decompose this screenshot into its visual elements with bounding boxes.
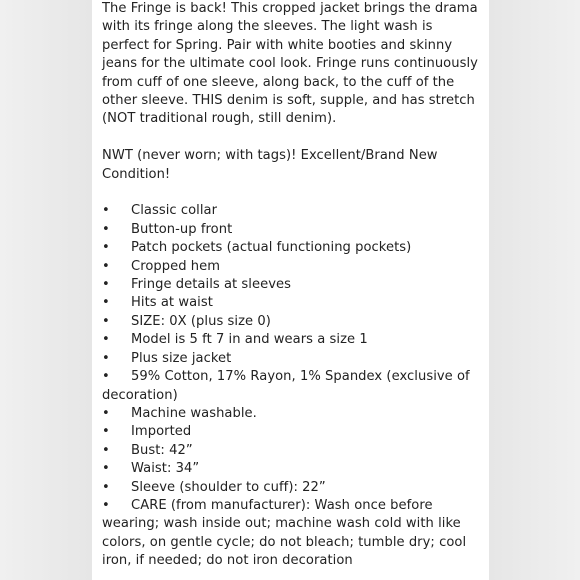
- list-item: [102, 479, 481, 497]
- list-item-text: Imported: [131, 424, 192, 440]
- list-item: [102, 202, 481, 220]
- left-margin-background: [0, 0, 92, 580]
- bullet-icon: •: [102, 461, 110, 477]
- list-item: [102, 423, 481, 441]
- list-item: [102, 258, 481, 276]
- bullet-icon: •: [102, 405, 110, 421]
- list-item-text: Button-up front: [131, 221, 233, 237]
- bullet-icon: •: [102, 369, 110, 385]
- bullet-icon: •: [102, 497, 110, 513]
- list-item: [102, 460, 481, 478]
- bullet-icon: •: [102, 350, 110, 366]
- list-item: [102, 368, 481, 405]
- list-item-text: CARE (from manufacturer): Wash once before wearing; wash inside out; machine wash cold with like colors, on gentle cycle; do not bleach; tumble dry; cool iron, if needed; do not iron decoration: [102, 497, 467, 569]
- bullet-icon: •: [102, 479, 110, 495]
- bullet-icon: •: [102, 442, 110, 458]
- paragraph-gap: [102, 184, 481, 202]
- list-item-text: 59% Cotton, 17% Rayon, 1% Spandex (exclusive of decoration): [102, 369, 470, 403]
- list-item-text: Fringe details at sleeves: [131, 277, 291, 293]
- list-item-text: Cropped hem: [131, 258, 221, 274]
- list-item: [102, 350, 481, 368]
- feature-list: [102, 202, 481, 570]
- list-item-text: SIZE: 0X (plus size 0): [131, 313, 271, 329]
- list-item: [102, 239, 481, 257]
- list-item-text: Classic collar: [131, 203, 218, 219]
- list-item: [102, 442, 481, 460]
- bullet-icon: •: [102, 258, 110, 274]
- list-item-text: Hits at waist: [131, 295, 213, 311]
- list-item-text: Machine washable.: [131, 405, 257, 421]
- paragraph-gap: [102, 129, 481, 147]
- list-item-text: Model is 5 ft 7 in and wears a size 1: [131, 332, 368, 348]
- bullet-icon: •: [102, 277, 110, 293]
- list-item: [102, 405, 481, 423]
- bullet-icon: •: [102, 295, 110, 311]
- list-item: [102, 497, 481, 571]
- bullet-icon: •: [102, 332, 110, 348]
- bullet-icon: •: [102, 313, 110, 329]
- bullet-icon: •: [102, 221, 110, 237]
- intro-paragraph: The Fringe is back! This cropped jacket brings the drama with its fringe along the sleeves. The light wash is perfect for Spring. Pair with white booties and skinny jeans for the ultimate cool look. Fringe runs continuously from cuff of one sleeve, along back, to the cuff of the other sleeve. THIS denim is soft, supple, and has stretch (NOT traditional rough, still denim).: [102, 1, 478, 127]
- list-item: [102, 331, 481, 349]
- bullet-icon: •: [102, 424, 110, 440]
- list-item-text: Patch pockets (actual functioning pockets): [131, 240, 412, 256]
- list-item-text: Bust: 42”: [131, 442, 193, 458]
- list-item: [102, 276, 481, 294]
- list-item: [102, 294, 481, 312]
- list-item-text: Plus size jacket: [131, 350, 232, 366]
- description-panel: [92, 0, 489, 580]
- right-margin-background: [489, 0, 580, 580]
- list-item-text: Sleeve (shoulder to cuff): 22”: [131, 479, 326, 495]
- bullet-icon: •: [102, 203, 110, 219]
- bullet-icon: •: [102, 240, 110, 256]
- list-item-text: Waist: 34”: [131, 461, 200, 477]
- condition-paragraph: NWT (never worn; with tags)! Excellent/Brand New Condition!: [102, 148, 438, 182]
- list-item: [102, 221, 481, 239]
- list-item: [102, 313, 481, 331]
